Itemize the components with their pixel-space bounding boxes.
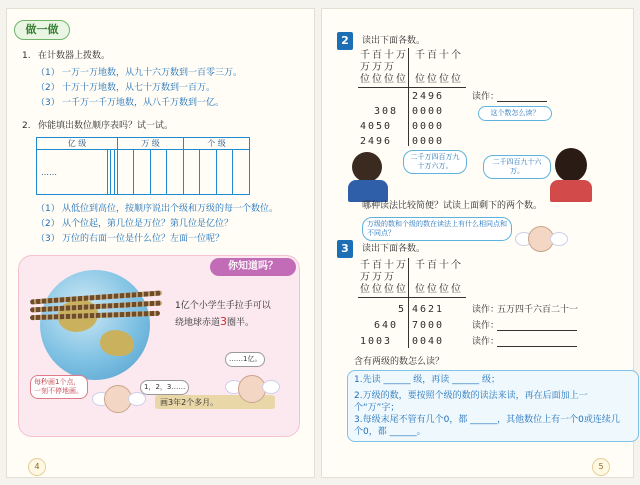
sec3-header-row3-right: 位位位位 bbox=[415, 284, 463, 295]
fact-line-2-pre: 绕地球赤道 bbox=[175, 318, 221, 328]
sec3-header-row3-left: 位位位位 bbox=[360, 284, 408, 295]
girl-head bbox=[555, 148, 587, 182]
q1-item-2-num: （2） bbox=[36, 83, 60, 93]
q2-item-3: 万位的右面一位是什么位？左面一位呢？ bbox=[62, 234, 225, 244]
sec3-row1-reading: 五万四千六百二十一 bbox=[497, 305, 579, 315]
section-number-3: 3 bbox=[337, 240, 353, 258]
sec2-row3-right: 0000 bbox=[412, 121, 445, 132]
section-number-2: 2 bbox=[337, 32, 353, 50]
answer-blank[interactable] bbox=[497, 101, 547, 102]
q1-item-1: 一万一万地数，从九十六万数到一百零三万。 bbox=[62, 68, 243, 78]
header-underline bbox=[358, 297, 466, 298]
q1-item-3: 一千万一千万地数，从八千万数到一亿。 bbox=[62, 98, 225, 108]
sec3-row2-left: 640 bbox=[374, 320, 399, 331]
boy-body bbox=[348, 180, 388, 202]
table-cell[interactable] bbox=[167, 150, 184, 195]
sec2-row2-right: 0000 bbox=[412, 106, 445, 117]
sec3-row2-label: 读作： bbox=[472, 321, 500, 331]
sec2-header-row3-right: 位位位位 bbox=[415, 74, 463, 85]
sec2-header-row3-left: 位位位位 bbox=[360, 74, 408, 85]
rule-3: 3.每级末尾不管有几个0，都 ______，其他数位上有一个0或连续几个0，都 ______。 bbox=[354, 415, 620, 437]
speech-bubble-how-to-read: 这个数怎么读？ bbox=[478, 106, 552, 121]
fact-line-2 bbox=[175, 316, 254, 329]
q2-number: 2. bbox=[22, 121, 31, 131]
table-header-ge: 个 级 bbox=[183, 138, 249, 150]
q2-item-3-num: （3） bbox=[36, 234, 60, 244]
table-header-yi: 亿 级 bbox=[37, 138, 118, 150]
q1-item-3-num: （3） bbox=[36, 98, 60, 108]
speech-bubble-counting: 1，2，3…… bbox=[140, 380, 189, 395]
girl-body bbox=[550, 180, 592, 202]
header-underline bbox=[358, 87, 466, 88]
q1-number: 1. bbox=[22, 51, 31, 61]
page-number-left: 4 bbox=[28, 458, 46, 476]
table-cell[interactable] bbox=[183, 150, 199, 195]
table-dots: …… bbox=[37, 150, 108, 195]
q1-item-1-num: （1） bbox=[36, 68, 60, 78]
level-divider bbox=[408, 258, 409, 348]
sec2-row1-label: 读作： bbox=[472, 92, 500, 102]
speech-bubble-dots: 每秒画1个点，一刻不停地画。 bbox=[30, 375, 88, 399]
globe-illustration bbox=[40, 270, 150, 380]
table-cell[interactable] bbox=[134, 150, 150, 195]
q2-item-2: 从个位起，第几位是万位？第几位是亿位？ bbox=[62, 219, 234, 229]
sec3-row3-label: 读作： bbox=[472, 337, 500, 347]
sec2-row2-left: 308 bbox=[374, 106, 399, 117]
speech-bubble-one-yi: ……1亿。 bbox=[225, 352, 265, 367]
sec3-row1-label: 读作： bbox=[472, 305, 500, 315]
table-cell[interactable] bbox=[200, 150, 216, 195]
rule-1: 1.先读 ______ 级，再读 ______ 级； bbox=[354, 375, 501, 385]
page-number-right: 5 bbox=[592, 458, 610, 476]
sec3-header-row1-right: 千百十个 bbox=[415, 260, 463, 271]
table-cell[interactable] bbox=[150, 150, 166, 195]
table-header-wan: 万 级 bbox=[118, 138, 184, 150]
boy-head bbox=[352, 152, 382, 182]
q2-item-1: 从低位到高位，按顺序说出个级和万级的每一个数位。 bbox=[62, 204, 279, 214]
angel-wing bbox=[550, 232, 568, 246]
table-cell[interactable] bbox=[233, 150, 250, 195]
angel-wing bbox=[128, 392, 146, 406]
compare-question: 哪种读法比较简便？试读上面剩下的两个数。 bbox=[362, 201, 543, 211]
did-you-know-tag: 你知道吗？ bbox=[210, 258, 296, 276]
q2-item-1-num: （1） bbox=[36, 204, 60, 214]
sec2-row3-left: 4050 bbox=[360, 121, 393, 132]
fact-number: 3 bbox=[220, 315, 228, 328]
sec3-row3-left: 1003 bbox=[360, 336, 393, 347]
answer-blank[interactable] bbox=[497, 330, 577, 331]
sec2-header-row1-right: 千百十个 bbox=[415, 50, 463, 61]
answer-blank[interactable] bbox=[497, 346, 577, 347]
sec3-prompt: 读出下面各数。 bbox=[362, 244, 426, 254]
level-divider bbox=[408, 48, 409, 146]
table-cell[interactable] bbox=[118, 150, 134, 195]
sec2-row4-left: 2496 bbox=[360, 136, 393, 147]
sec2-row1-right: 2496 bbox=[412, 91, 445, 102]
speech-bubble-girl: 二千四百九十六万。 bbox=[483, 155, 551, 179]
table-cell[interactable] bbox=[216, 150, 232, 195]
angel-wing bbox=[262, 380, 280, 394]
sec2-prompt: 读出下面各数。 bbox=[362, 36, 426, 46]
fact-line-2-post: 圈半。 bbox=[227, 318, 255, 328]
speech-bubble-angel: 万级的数和个级的数在读法上有什么相同点和不同点？ bbox=[362, 217, 512, 241]
rule-2: 2.万级的数，要按照个级的数的读法来读，再在后面加上一个“万”字； bbox=[354, 391, 588, 413]
q1-prompt: 在计数器上拨数。 bbox=[38, 51, 111, 61]
q2-prompt: 你能填出数位顺序表吗？试一试。 bbox=[38, 121, 174, 131]
q2-item-2-num: （2） bbox=[36, 219, 60, 229]
sec3-row1-left: 5 bbox=[398, 304, 407, 315]
sec2-row4-right: 0000 bbox=[412, 136, 445, 147]
fact-line-1: 1亿个小学生手拉手可以 bbox=[175, 301, 271, 311]
speech-bubble-boy: 二千万四百万九十万六万。 bbox=[403, 150, 467, 174]
sec3-header-row2: 万万万 bbox=[360, 272, 396, 283]
desk-label: 画3年2个多月。 bbox=[160, 398, 219, 407]
q1-item-2: 十万十万地数，从七十万数到一百万。 bbox=[62, 83, 216, 93]
sec3-row1-right: 4621 bbox=[412, 304, 445, 315]
globe-land bbox=[100, 330, 134, 356]
sec2-header-row2: 万万万 bbox=[360, 62, 396, 73]
sec3-row3-right: 0040 bbox=[412, 336, 445, 347]
place-value-table bbox=[36, 137, 250, 195]
how-to-read-question: 含有两级的数怎么读？ bbox=[354, 357, 445, 367]
sec2-header-row1-left: 千百十万 bbox=[360, 50, 408, 61]
activity-title-badge: 做一做 bbox=[14, 20, 70, 40]
sec3-row2-right: 7000 bbox=[412, 320, 445, 331]
sec3-header-row1-left: 千百十万 bbox=[360, 260, 408, 271]
